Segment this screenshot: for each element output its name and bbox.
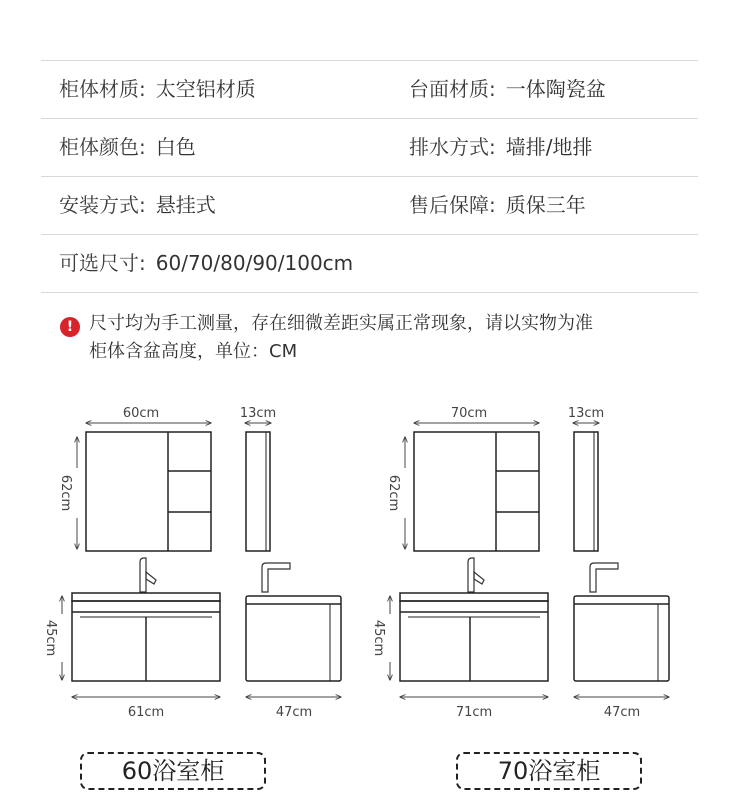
exclamation-icon: !	[60, 317, 80, 337]
diagram-70	[371, 405, 669, 720]
diagram-60	[43, 405, 341, 720]
vanity-width-label: 61cm	[127, 705, 165, 720]
spec-table	[41, 60, 698, 293]
spec-row	[41, 176, 698, 234]
vanity-depth-label: 47cm	[603, 705, 641, 720]
caption-60: 60浴室柜	[80, 752, 266, 790]
measurement-note	[60, 310, 593, 366]
spec-row	[41, 60, 698, 118]
spec-warranty: 售后保障: 质保三年	[409, 193, 586, 217]
mirror-width-label: 70cm	[450, 406, 488, 421]
vanity-depth-label: 47cm	[275, 705, 313, 720]
vanity-cabinet-side	[246, 563, 341, 681]
mirror-cabinet-side	[574, 432, 598, 551]
vanity-cabinet-front	[400, 558, 548, 681]
spec-color: 柜体颜色: 白色	[59, 135, 196, 159]
mirror-cabinet-front	[86, 432, 211, 551]
spec-row	[41, 118, 698, 176]
vanity-height-label: 45cm	[371, 619, 386, 657]
vanity-cabinet-front	[72, 558, 220, 681]
vanity-height-label: 45cm	[43, 619, 58, 657]
caption-70: 70浴室柜	[456, 752, 642, 790]
note-line-1: 尺寸均为手工测量，存在细微差距实属正常现象，请以实物为准	[89, 313, 593, 334]
mirror-depth-label: 13cm	[239, 406, 277, 421]
spec-countertop: 台面材质: 一体陶瓷盆	[409, 77, 606, 101]
note-line-2: 柜体含盆高度，单位：CM	[89, 341, 298, 362]
vanity-cabinet-side	[574, 563, 669, 681]
spec-size: 可选尺寸: 60/70/80/90/100cm	[59, 251, 354, 275]
mirror-height-label: 62cm	[58, 474, 73, 512]
spec-drain: 排水方式: 墙排/地排	[409, 135, 593, 159]
mirror-width-label: 60cm	[122, 406, 160, 421]
mirror-depth-label: 13cm	[567, 406, 605, 421]
dimension-diagrams	[0, 390, 750, 720]
mirror-height-label: 62cm	[386, 474, 401, 512]
spec-install: 安装方式: 悬挂式	[59, 193, 216, 217]
vanity-width-label: 71cm	[455, 705, 493, 720]
mirror-cabinet-front	[414, 432, 539, 551]
mirror-cabinet-side	[246, 432, 270, 551]
spec-row	[41, 234, 698, 293]
spec-material: 柜体材质: 太空铝材质	[59, 77, 256, 101]
